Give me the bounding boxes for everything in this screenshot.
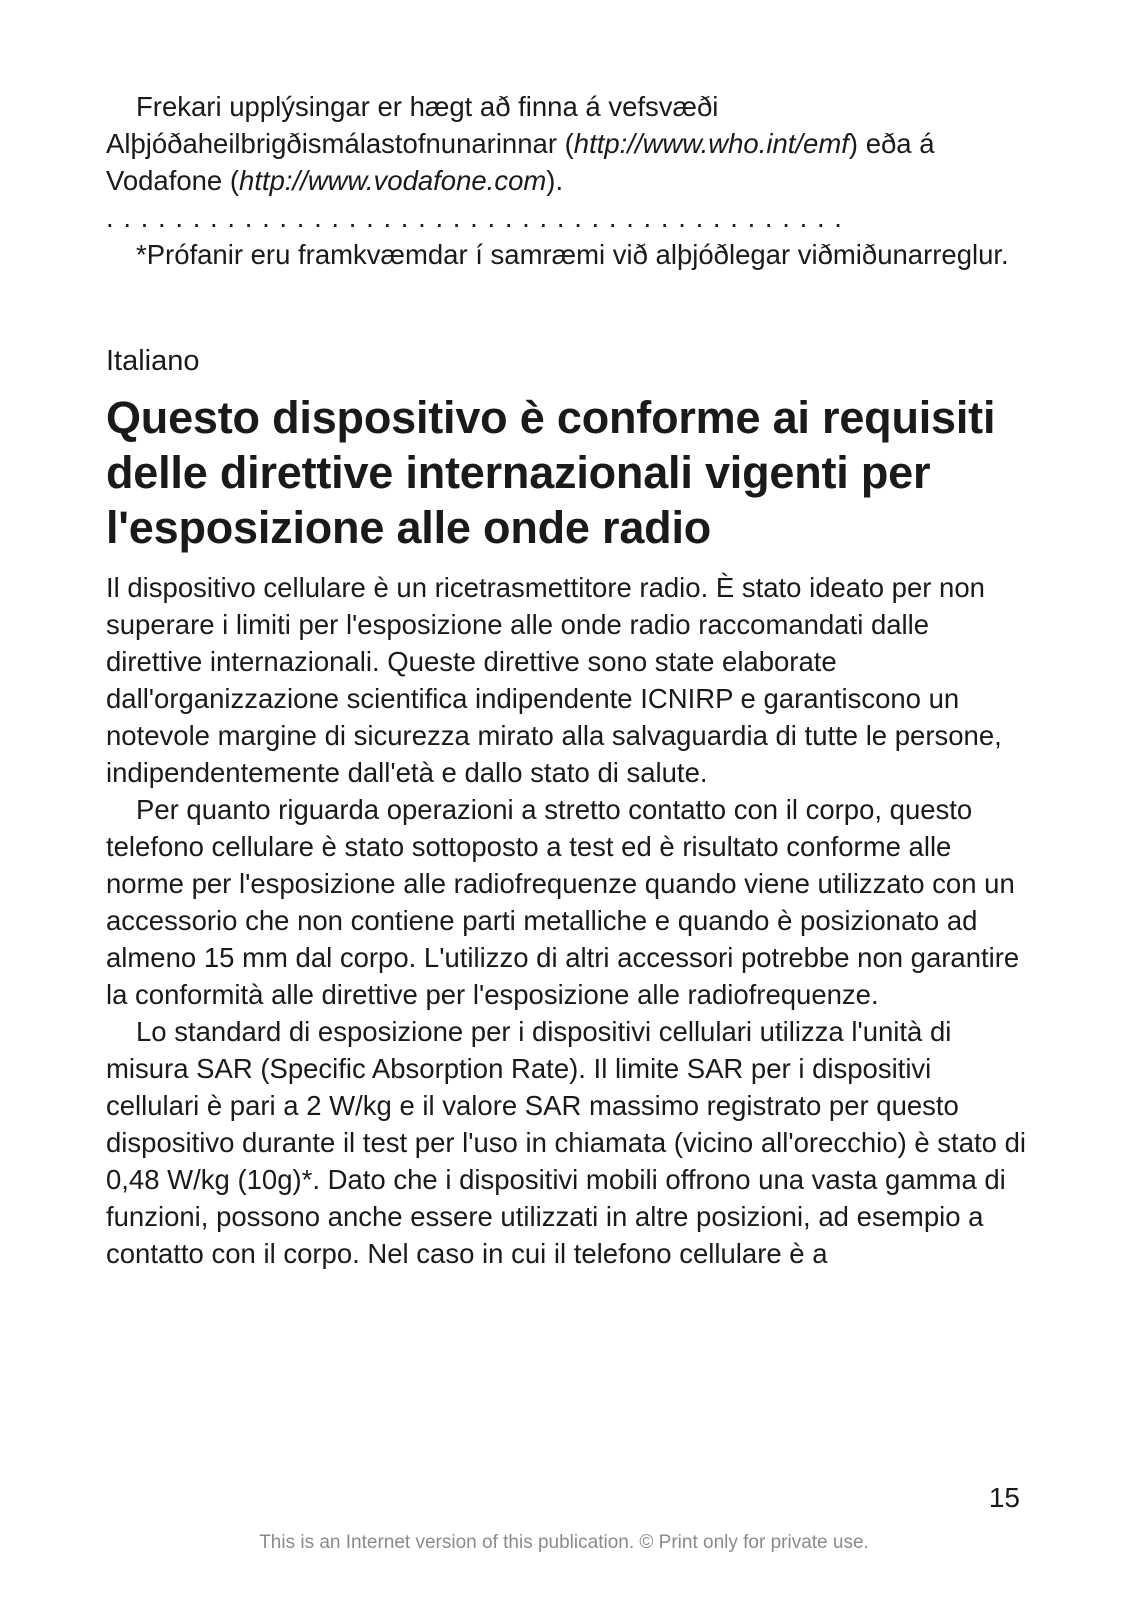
footer-notice: This is an Internet version of this publication. © Print only for private use. [259, 1532, 869, 1553]
page-number: 15 [988, 1482, 1020, 1513]
icelandic-text-1: Frekari upplýsingar er hægt að finna á vefsvæði Alþjóðaheilbrigðismálastofnunarinnar ( [106, 91, 719, 159]
icelandic-info-paragraph [106, 88, 1026, 199]
body-paragraph: Per quanto riguarda operazioni a stretto contatto con il corpo, questo telefono cellulare è stato sottoposto a test ed è risultato conforme alle norme per l'esposizione alle radiofrequenze quando viene utilizzato con un accessorio che non contiene parti metalliche e quando è posizionato ad almeno 15 mm dal corpo. L'utilizzo di altri accessori potrebbe non garantire la conformità alle direttive per l'esposizione alle radiofrequenze. [106, 794, 1020, 1010]
language-label: Italiano [106, 345, 200, 377]
dotted-divider: ........................................... [106, 202, 852, 233]
icelandic-text-3: ). [546, 165, 564, 196]
who-link[interactable]: http://www.who.int/emf [573, 128, 849, 159]
icelandic-text-2: ) eða á Vodafone ( [106, 128, 935, 196]
section-heading: Questo dispositivo è conforme ai requisiti delle direttive internazionali vigenti per l'esposizione alle onde radio [106, 392, 996, 553]
icelandic-footnote: *Prófanir eru framkvæmdar í samræmi við alþjóðlegar viðmiðunarreglur. [136, 239, 1009, 270]
vodafone-link[interactable]: http://www.vodafone.com [239, 165, 547, 196]
body-paragraph: Il dispositivo cellulare è un ricetrasmettitore radio. È stato ideato per non superare i limiti per l'esposizione alle onde radio raccomandati dalle direttive internazionali. Queste direttive sono state elaborate dall'organizzazione scientifica indipendente ICNIRP e garantiscono un notevole margine di sicurezza mirato alla salvaguardia di tutte le persone, indipendentemente dall'età e dallo stato di salute. [106, 572, 1002, 788]
document-page [106, 88, 1026, 1272]
body-paragraph: Lo standard di esposizione per i dispositivi cellulari utilizza l'unità di misura SAR (Specific Absorption Rate). Il limite SAR per i dispositivi cellulari è pari a 2 W/kg e il valore SAR massimo registrato per questo dispositivo durante il test per l'uso in chiamata (vicino all'orecchio) è stato di 0,48 W/kg (10g)*. Dato che i dispositivi mobili offrono una vasta gamma di funzioni, possono anche essere utilizzati in altre posizioni, ad esempio a contatto con il corpo. Nel caso in cui il telefono cellulare è a [106, 1016, 1026, 1269]
